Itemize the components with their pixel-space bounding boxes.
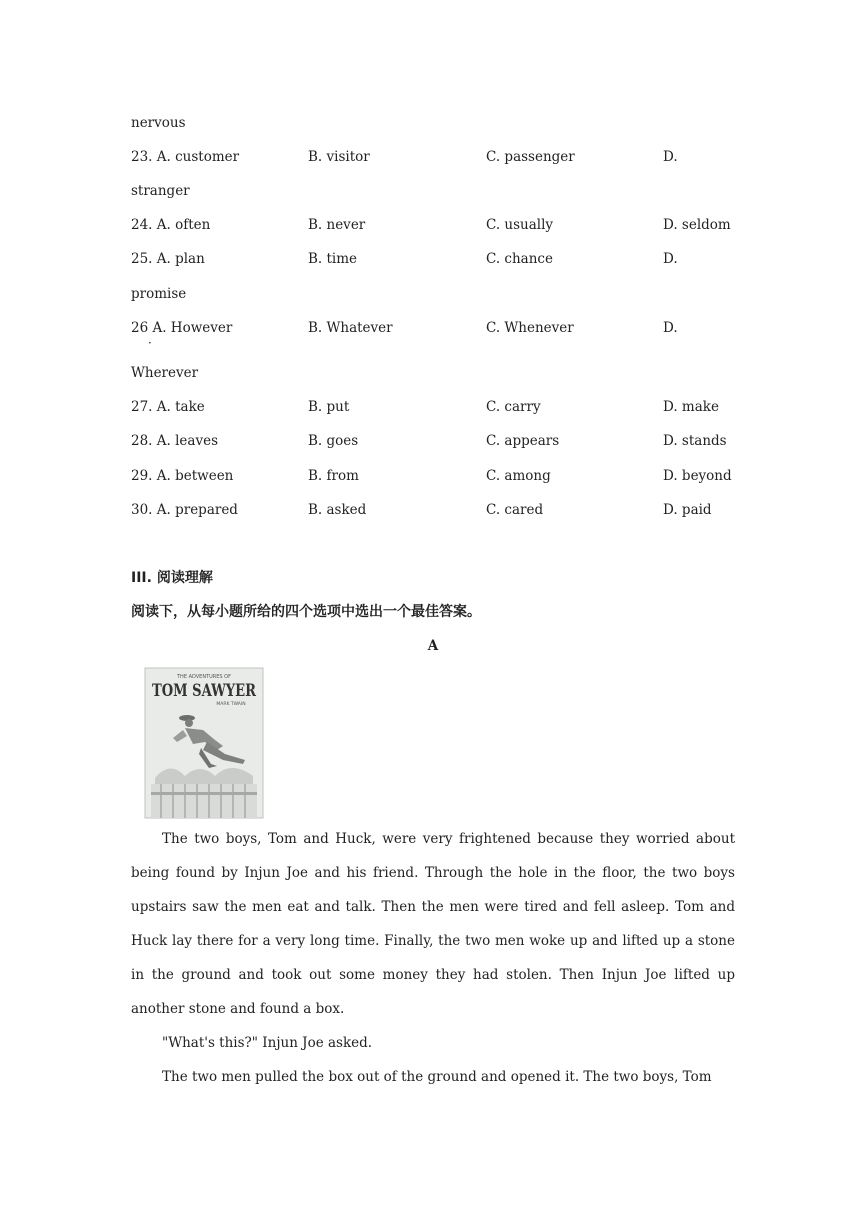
option-d: D. xyxy=(663,320,678,336)
option-b: B. put xyxy=(308,399,350,415)
instruction: 阅读下，从每小题所给的四个选项中选出一个最佳答案。 xyxy=(131,604,481,620)
option-c: C. appears xyxy=(486,433,560,449)
option-a: 28. A. leaves xyxy=(131,433,218,449)
option-a: 23. A. customer xyxy=(131,149,240,165)
option-c: C. Whenever xyxy=(486,320,574,336)
cover-title: TOM SAWYER xyxy=(152,681,257,701)
paragraph: "What's this?" Injun Joe asked. xyxy=(162,1035,373,1051)
question-row xyxy=(131,467,735,485)
option-d: D. paid xyxy=(663,502,712,518)
option-c: C. usually xyxy=(486,217,554,233)
option-d-wrap: stranger xyxy=(131,183,190,199)
paragraph: The two boys, Tom and Huck, were very frightened because they worried about being found by Injun Joe and his friend. Through the hole in the floor, the two boys upstairs saw the men eat and talk. Then the men were tired and fell asleep. Tom and Huck lay there for a very long time. Finally, the two men woke up and lifted up a stone in the ground and took out some money they had stolen. Then Injun Joe lifted up another stone and found a box. xyxy=(131,831,735,1017)
option-c: C. chance xyxy=(486,251,553,267)
passage-label: A xyxy=(427,638,439,654)
top-fragment: nervous xyxy=(131,115,186,131)
question-row xyxy=(131,216,735,234)
option-d: D. seldom xyxy=(663,217,731,233)
book-cover-image xyxy=(145,668,263,818)
option-c: C. cared xyxy=(486,502,544,518)
option-a: 24. A. often xyxy=(131,217,211,233)
option-b: B. time xyxy=(308,251,358,267)
question-row xyxy=(131,398,735,416)
question-row xyxy=(131,148,735,166)
option-b: B. from xyxy=(308,468,359,484)
option-a: 30. A. prepared xyxy=(131,502,238,518)
paragraph: The two men pulled the box out of the ground and opened it. The two boys, Tom xyxy=(162,1069,712,1085)
question-row xyxy=(131,501,735,519)
option-d: D. xyxy=(663,251,678,267)
option-b: B. visitor xyxy=(308,149,370,165)
stray-dot: · xyxy=(148,336,152,350)
option-a: 26 A. However xyxy=(131,320,233,336)
option-a: 27. A. take xyxy=(131,399,205,415)
option-d-wrap: promise xyxy=(131,286,187,302)
option-b: B. never xyxy=(308,217,366,233)
cover-author: MARK TWAIN xyxy=(216,702,246,707)
option-b: B. Whatever xyxy=(308,320,393,336)
section-title: III. 阅读理解 xyxy=(131,570,213,586)
option-c: C. carry xyxy=(486,399,541,415)
option-c: C. passenger xyxy=(486,149,575,165)
option-d: D. make xyxy=(663,399,719,415)
option-a: 25. A. plan xyxy=(131,251,205,267)
option-d: D. stands xyxy=(663,433,727,449)
cover-small-title: THE ADVENTURES OF xyxy=(177,674,231,680)
question-row xyxy=(131,432,735,450)
question-row xyxy=(131,250,735,268)
option-b: B. asked xyxy=(308,502,367,518)
option-d: D. beyond xyxy=(663,468,732,484)
option-d: D. xyxy=(663,149,678,165)
question-row xyxy=(131,319,735,337)
option-c: C. among xyxy=(486,468,551,484)
option-d-wrap: Wherever xyxy=(131,365,199,381)
option-b: B. goes xyxy=(308,433,359,449)
option-a: 29. A. between xyxy=(131,468,234,484)
